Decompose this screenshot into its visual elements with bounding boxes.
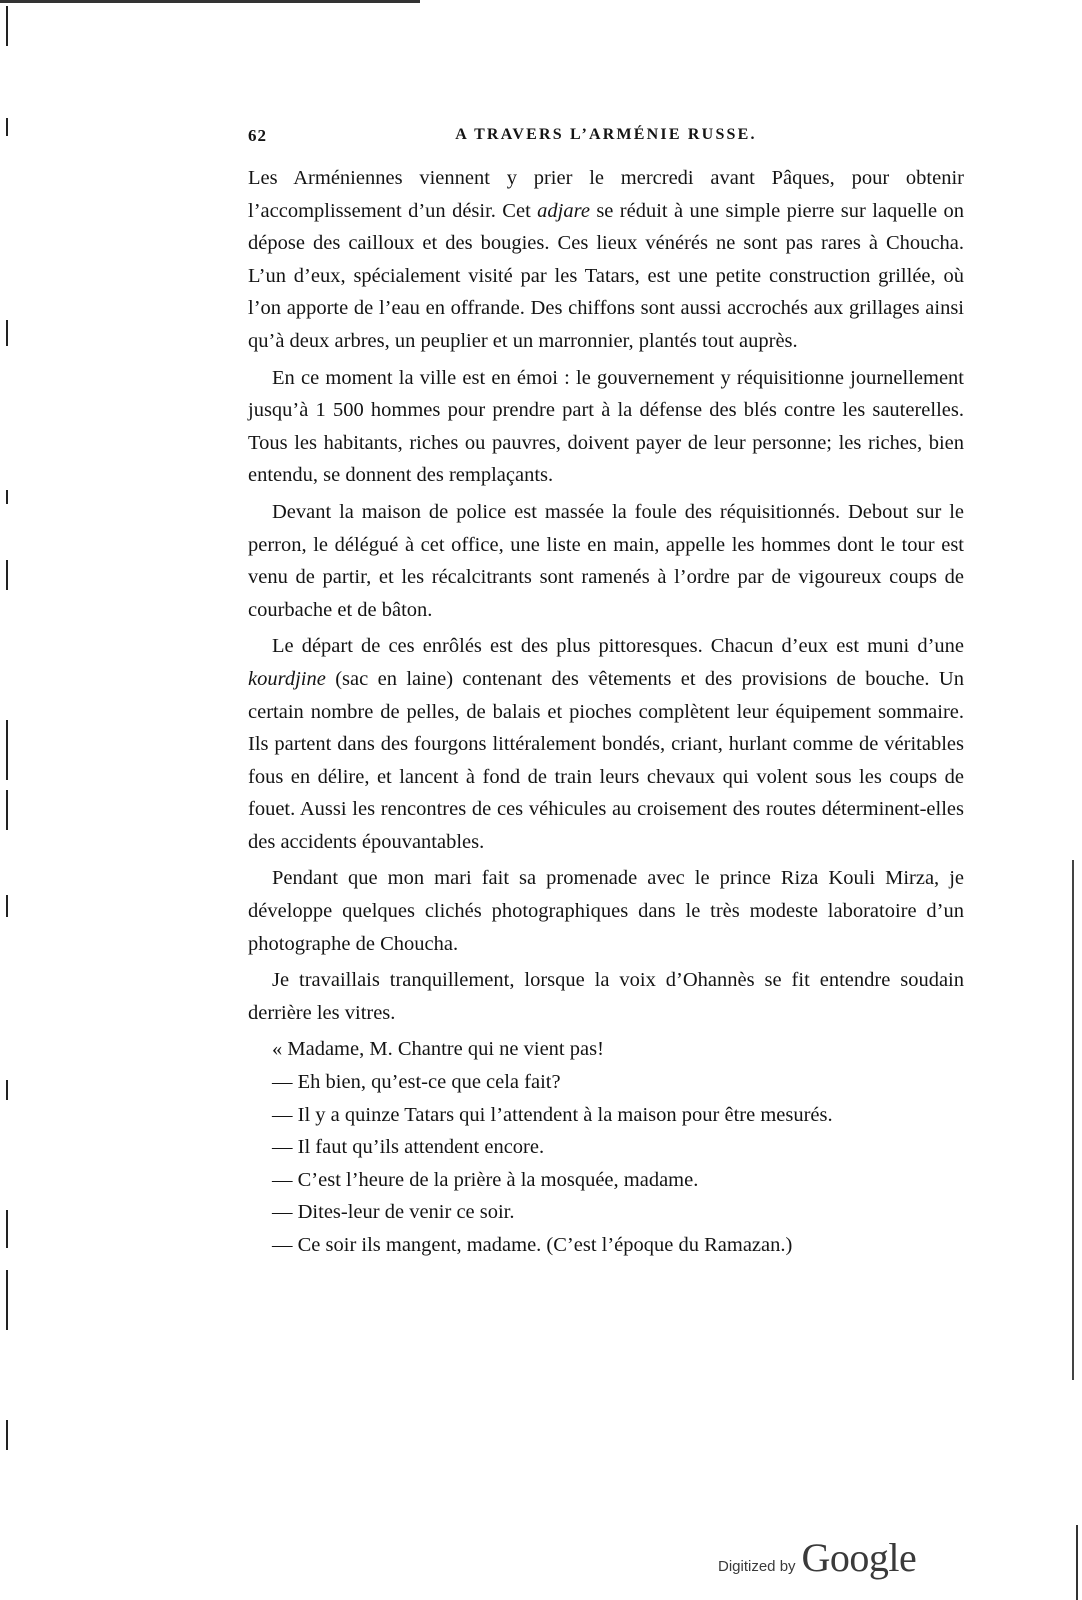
dialogue-line: — Il y a quinze Tatars qui l’attendent à la maison pour être mesurés. (272, 1103, 833, 1126)
dialogue-line: — Eh bien, qu’est-ce que cela fait? (272, 1071, 561, 1094)
watermark-prefix: Digitized by (718, 1558, 796, 1575)
italic-term: adjare (537, 199, 590, 222)
running-header (248, 126, 964, 152)
dialogue-line: — Ce soir ils mangent, madame. (C’est l’époque du Ramazan.) (272, 1234, 793, 1256)
scan-left-edge (0, 0, 22, 1600)
scan-right-edge-bottom (1076, 1525, 1078, 1600)
body-text (248, 162, 964, 1262)
scan-right-edge (1072, 860, 1074, 1380)
text-run: Pendant que mon mari fait sa promenade avec le prince Riza Kouli Mirza, je développe quelques clichés photographiques dans le très modeste laboratoire d’un photographe de Choucha. (248, 867, 964, 955)
paragraph (248, 362, 964, 492)
text-run: Je travaillais tranquillement, lorsque la voix d’Ohannès se fit entendre soudain derrière les vitres. (248, 969, 964, 1024)
paragraph (248, 496, 964, 626)
paragraph (248, 162, 964, 358)
text-run: Le départ de ces enrôlés est des plus pittoresques. Chacun d’eux est muni d’une (272, 635, 964, 658)
paragraphs (248, 162, 964, 1029)
scan-top-edge (0, 0, 420, 3)
dialogue-line: — Dites-leur de venir ce soir. (272, 1201, 515, 1224)
text-run: (sac en laine) contenant des vêtements et des provisions de bouche. Un certain nombre de pelles, de balais et pioches complètent leur équipement sommaire. Ils partent dans des fourgons littéralement bondés, criant, hurlant comme de véritables fous en délire, et lancent à fond de train leurs chevaux qui volent sous les coups de fouet. Aussi les rencontres de ces véhicules au croisement des routes déterminent-elles des accidents épouvantables. (248, 667, 964, 853)
text-run: Devant la maison de police est massée la foule des réquisitionnés. Debout sur le perron, le délégué à cet office, une liste en main, appelle les hommes dont le tour est venu de partir, et les récalcitrants sont ramenés à l’ordre par de vigoureux coups de courbache et de bâton. (248, 500, 964, 621)
dialogue-line: « Madame, M. Chantre qui ne vient pas! (272, 1038, 604, 1061)
page-number: 62 (248, 126, 267, 145)
text-run: En ce moment la ville est en émoi : le gouvernement y réquisitionne journellement jusqu’à 1 500 hommes pour prendre part à la défense des blés contre les sauterelles. Tous les habitants, riches ou pauvres, doivent payer de leur personne; les riches, bien entendu, se donnent des remplaçants. (248, 366, 964, 487)
paragraph (248, 630, 964, 858)
digitized-by-google-watermark (718, 1534, 916, 1584)
dialogue-line: — Il faut qu’ils attendent encore. (272, 1136, 545, 1159)
paragraph (248, 862, 964, 960)
dialogue (248, 1033, 964, 1261)
italic-term: kourdjine (248, 667, 326, 690)
text-run: Les Arméniennes viennent y prier le mercredi avant Pâques, pour obtenir l’accomplissement d’un désir. Cet (248, 167, 964, 222)
google-logo: Google (801, 1535, 917, 1580)
dialogue-line: — C’est l’heure de la prière à la mosquée, madame. (272, 1168, 699, 1191)
text-run: se réduit à une simple pierre sur laquelle on dépose des cailloux et des bougies. Ces lieux vénérés ne sont pas rares à Choucha. L’un d’eux, spécialement visité par les Tatars, est une petite construction grillée, où l’on apporte de l’eau en offrande. Des chiffons sont aussi accrochés aux grillages ainsi qu’à deux arbres, un peuplier et un marronnier, plantés tout auprès. (248, 199, 964, 352)
paragraph (248, 964, 964, 1029)
running-title: A TRAVERS L’ARMÉNIE RUSSE. (455, 126, 757, 143)
